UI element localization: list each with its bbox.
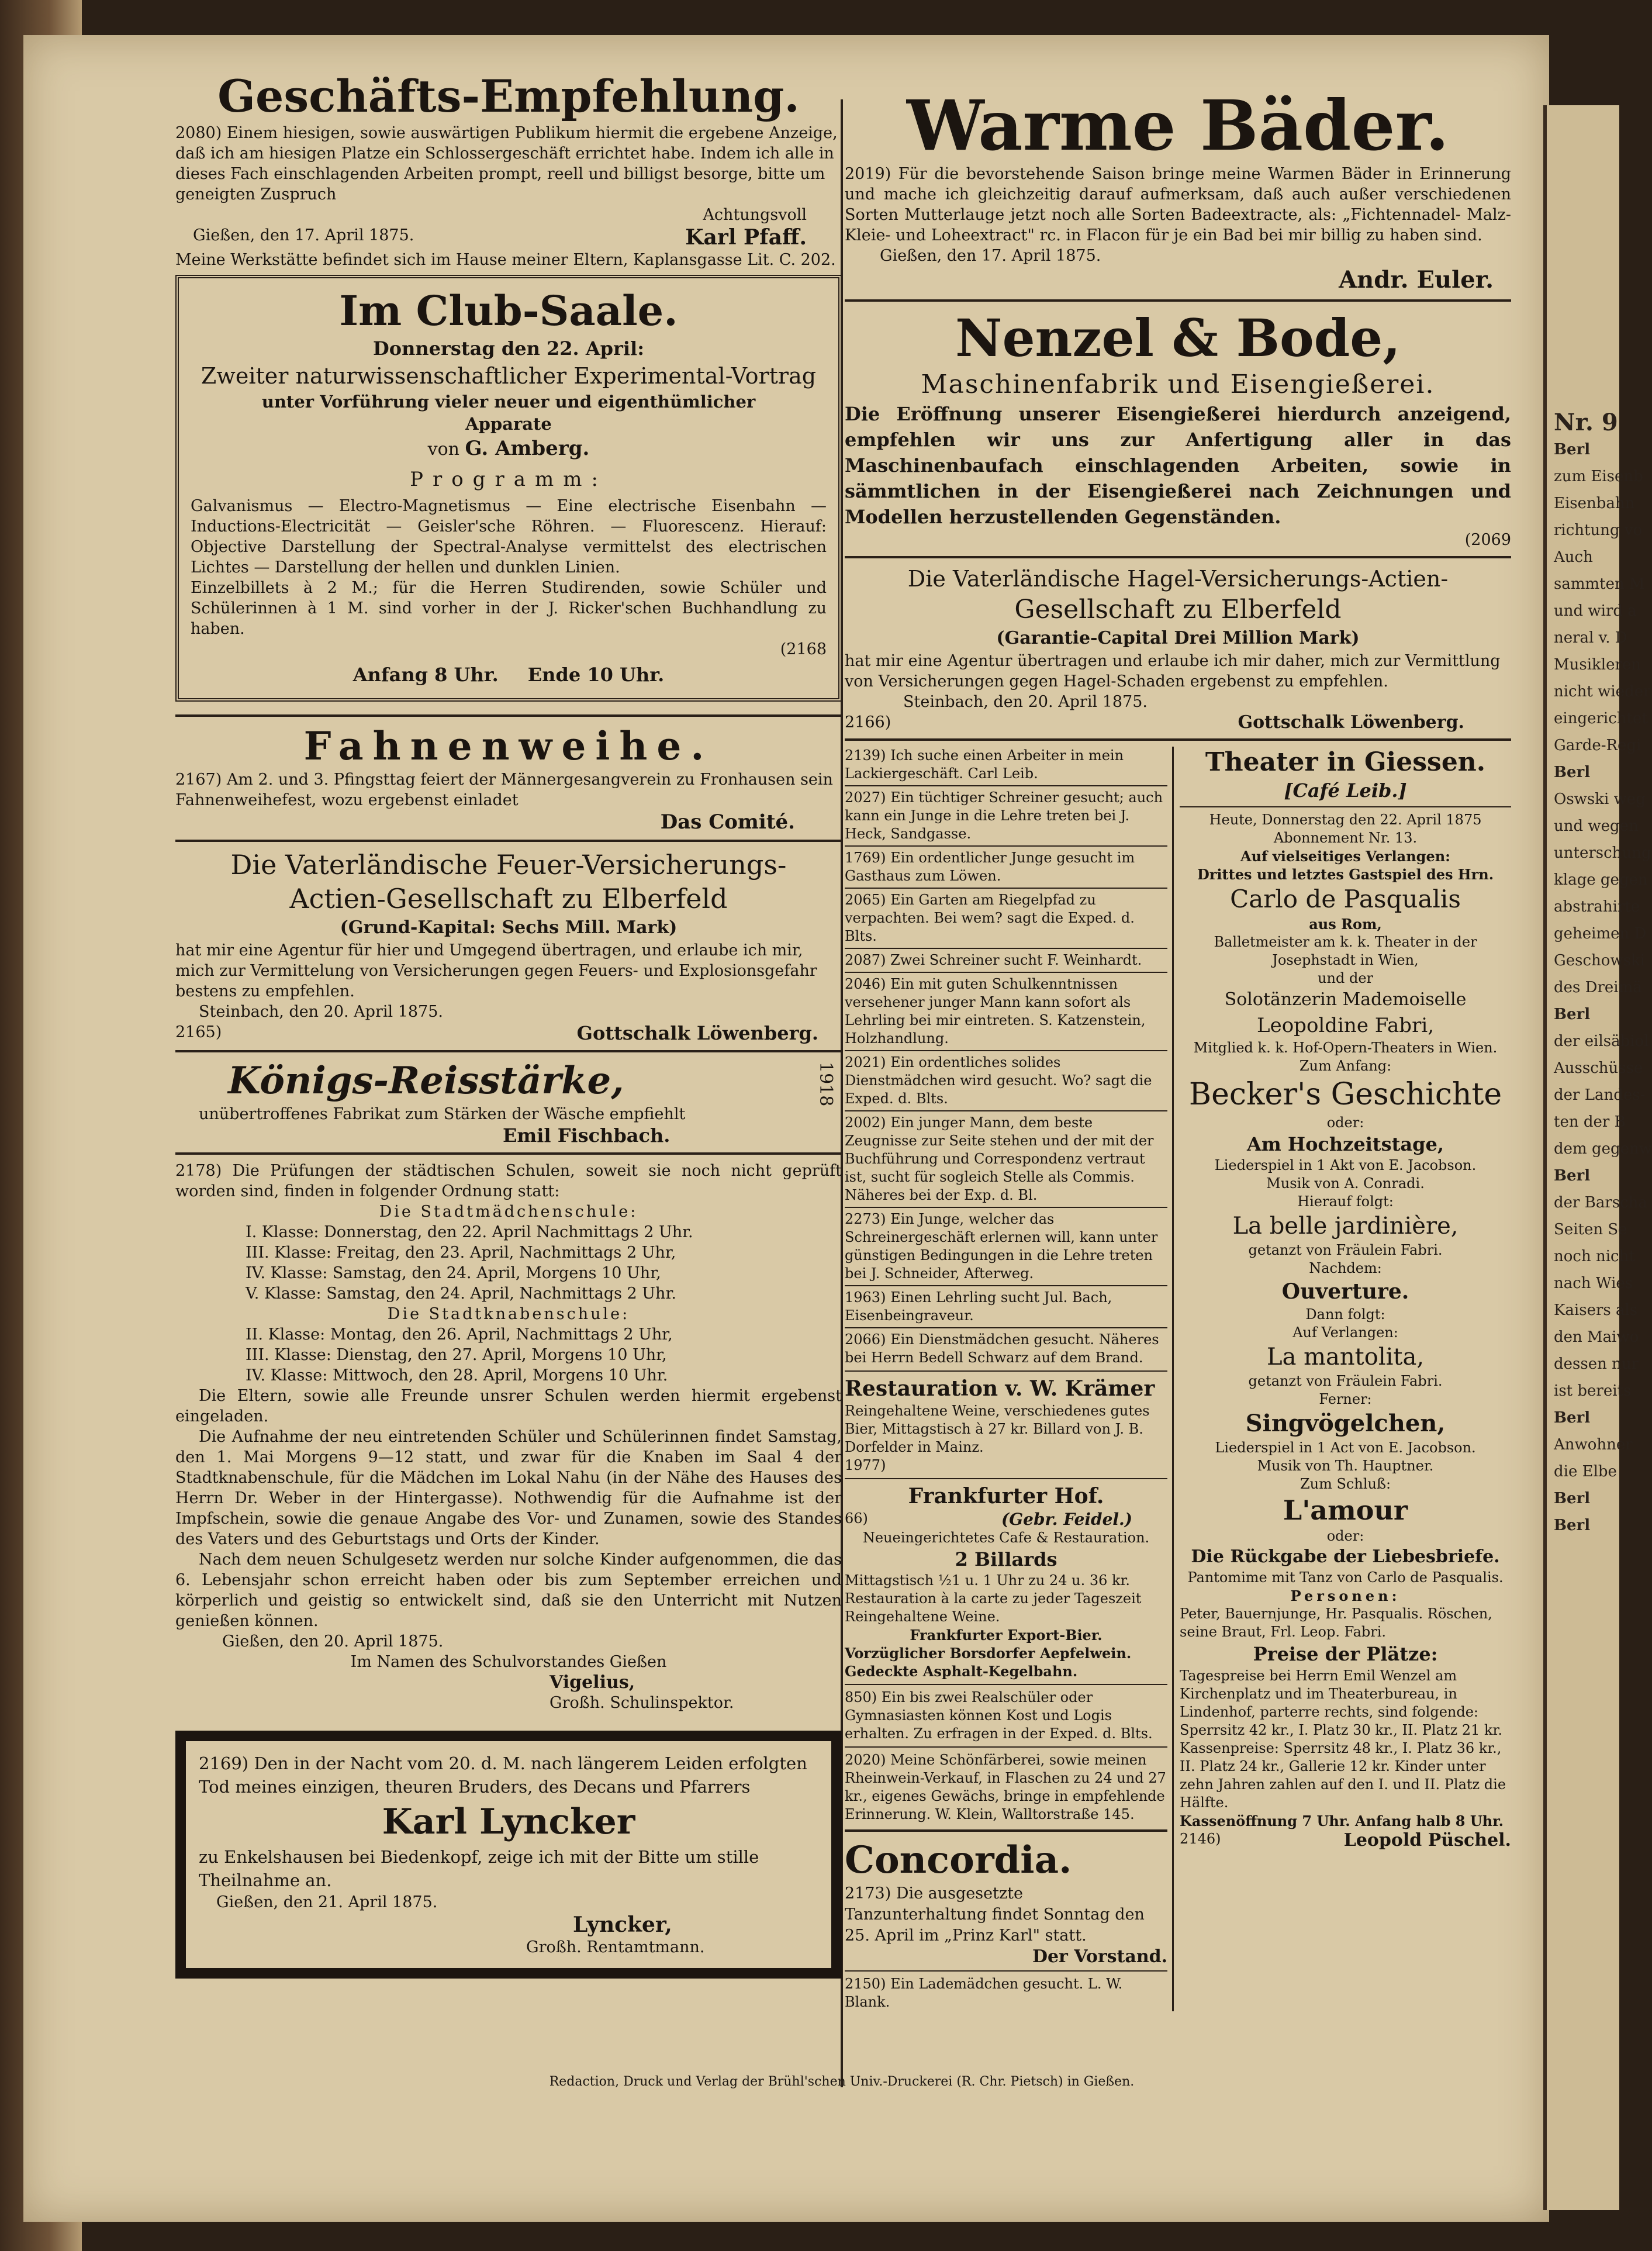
ad-heading: Die Stadtknabenschule: xyxy=(387,1305,630,1323)
ad-play-info: getanzt von Fräulein Fabri. xyxy=(1248,1373,1443,1389)
adjacent-text: Seiten Se xyxy=(1554,1221,1627,1238)
ad-title: Concordia. xyxy=(845,1838,1072,1882)
ad-speaker: G. Amberg. xyxy=(465,437,590,460)
adjacent-text: und wegen xyxy=(1554,817,1639,835)
ad-signer: Lyncker, xyxy=(573,1912,672,1937)
ad-play-title: Becker's Geschichte xyxy=(1188,1077,1502,1112)
divider xyxy=(175,1152,842,1155)
ad-play-title: Singvögelchen, xyxy=(1245,1410,1446,1437)
ad-signer-title: Großh. Rentamtmann. xyxy=(526,1938,705,1956)
divider xyxy=(845,1478,1167,1479)
classified-ad: 2066) Ein Dienstmädchen gesucht. Näheres bei Herrn Bedell Schwarz auf dem Brand. xyxy=(845,1331,1159,1366)
ad-venue: [Café Leib.] xyxy=(1284,779,1407,802)
ad-text: zu Enkelshausen bei Biedenkopf, zeige ich mit der Bitte um stille Theilnahme an. xyxy=(199,1847,759,1890)
ad-date: Steinbach, den 20. April 1875. xyxy=(903,693,1148,711)
ad-number: 2165) xyxy=(175,1023,222,1041)
ad-signer: Der Vorstand. xyxy=(1032,1946,1168,1967)
divider xyxy=(845,1050,1167,1051)
ad-program-label: Programm: xyxy=(410,468,607,491)
ad-from: aus Rom, xyxy=(1309,916,1382,933)
ad-date: Steinbach, den 20. April 1875. xyxy=(199,1003,443,1021)
ad-label: Dann folgt: xyxy=(1305,1306,1385,1323)
list-item: III. Klasse: Dienstag, den 27. April, Morgens 10 Uhr, xyxy=(246,1346,667,1364)
divider xyxy=(845,1829,1167,1832)
ad-title-line2: Actien-Gesellschaft zu Elberfeld xyxy=(289,883,728,914)
ad-start: Anfang 8 Uhr. xyxy=(352,664,499,686)
adjacent-text: Ausschüsse xyxy=(1554,1059,1643,1077)
adjacent-text: der eilsäbiol xyxy=(1554,1033,1649,1050)
ad-play-title: Ouverture. xyxy=(1281,1279,1409,1304)
list-item: IV. Klasse: Mittwoch, den 28. April, Morgens 10 Uhr. xyxy=(246,1366,668,1385)
adjacent-text: Eisenbahn xyxy=(1554,495,1635,512)
ad-label: Zum Schluß: xyxy=(1300,1476,1391,1492)
ad-date: Donnerstag den 22. April: xyxy=(372,337,645,360)
ad-title: Nenzel & Bode, xyxy=(955,308,1401,368)
ad-signer: Das Comité. xyxy=(660,810,795,834)
divider xyxy=(1180,806,1511,807)
ad-number: 2146) xyxy=(1180,1831,1221,1847)
ad-speaker-row xyxy=(191,435,827,463)
ad-signer-title: Großh. Schulinspektor. xyxy=(549,1694,734,1712)
list-item: IV. Klasse: Samstag, den 24. April, Morgens 10 Uhr, xyxy=(246,1264,661,1282)
ad-play-title: L'amour xyxy=(1283,1494,1408,1526)
ad-date: Gießen, den 17. April 1875. xyxy=(193,226,414,244)
ad-number: 66) xyxy=(845,1510,868,1527)
adjacent-text: ten der B xyxy=(1554,1113,1626,1131)
ad-end: Ende 10 Uhr. xyxy=(527,664,665,686)
adjacent-text: neral v. D xyxy=(1554,629,1627,647)
ad-sign-line: Im Namen des Schulvorstandes Gießen xyxy=(350,1653,667,1671)
ad-capital: (Garantie-Capital Drei Million Mark) xyxy=(996,628,1360,648)
ad-number: (2168 xyxy=(780,640,827,658)
ad-nenzel-bode xyxy=(845,308,1511,550)
ad-footer-row xyxy=(845,712,1511,733)
ad-text: 2169) Den in der Nacht vom 20. d. M. nach längerem Leiden erfolgten Tod meines einzigen, theuren Bruders, des Decans und Pfarrers xyxy=(199,1753,807,1797)
classified-ad: 2273) Ein Junge, welcher das Schreinergeschäft erlernen will, kann unter günstigen Bedingungen in die Lehre treten bei J. Schneider, Afterweg. xyxy=(845,1211,1158,1282)
divider xyxy=(845,1110,1167,1111)
ad-paragraph: Die Eltern, sowie alle Freunde unsrer Schulen werden hiermit ergebenst eingeladen. xyxy=(175,1387,842,1425)
adjacent-page-strip xyxy=(1543,105,1652,2210)
adjacent-text: der Barscha xyxy=(1554,1194,1647,1211)
ad-label: Hierauf folgt: xyxy=(1297,1193,1394,1210)
ad-label: oder: xyxy=(1326,1114,1364,1131)
ad-intro: 2178) Die Prüfungen der städtischen Schulen, soweit sie noch nicht geprüft worden sind, finden in folgender Ordnung statt: xyxy=(175,1162,842,1200)
adjacent-text: Berl xyxy=(1554,764,1591,781)
ad-body: Mittagstisch ½1 u. 1 Uhr zu 24 u. 36 kr. Restauration à la carte zu jeder Tageszeit Reingehaltene Weine. xyxy=(845,1572,1142,1625)
ad-bier: Frankfurter Export-Bier. xyxy=(910,1627,1103,1644)
list-item: V. Klasse: Samstag, den 24. April, Nachmittags 2 Uhr. xyxy=(246,1285,676,1303)
ad-title: Königs-Reisstärke, xyxy=(228,1059,624,1103)
divider xyxy=(845,1285,1167,1286)
ad-line: Neueingerichtetes Cafe & Restauration. xyxy=(862,1530,1150,1546)
ad-signer: Gottschalk Löwenberg. xyxy=(576,1022,818,1044)
ad-date: Gießen, den 20. April 1875. xyxy=(222,1632,444,1651)
ad-title: Warme Bäder. xyxy=(906,85,1450,166)
adjacent-text: sammten M xyxy=(1554,575,1645,593)
ad-body: 2173) Die ausgesetzte Tanzunterhaltung findet Sonntag den 25. April im „Prinz Karl" statt. xyxy=(845,1884,1145,1945)
classified-ad: 2065) Ein Garten am Riegelpfad zu verpachten. Bei wem? sagt die Exped. d. Blts. xyxy=(845,892,1135,944)
ad-play-info: getanzt von Fräulein Fabri. xyxy=(1248,1242,1443,1258)
ad-body: Reingehaltene Weine, verschiedenes gutes Bier, Mittagstisch à 27 kr. Billard von J. B. Dorfelder in Mainz. xyxy=(845,1403,1150,1455)
classified-ad: 2087) Zwei Schreiner sucht F. Weinhardt. xyxy=(845,952,1142,968)
ad-number: 2166) xyxy=(845,713,891,731)
classified-ad: 2002) Ein junger Mann, dem beste Zeugnisse zur Seite stehen und der mit der Buchführung und Correspondenz vertraut ist, sucht für sogleich Stelle als Commis. Näheres bei der Exp. d. Bl. xyxy=(845,1114,1154,1203)
divider xyxy=(845,1207,1167,1208)
ad-label: Zum Anfang: xyxy=(1299,1058,1392,1074)
adjacent-text: unterschung xyxy=(1554,844,1651,862)
ad-play-subtitle: Die Rückgabe der Liebesbriefe. xyxy=(1191,1546,1500,1567)
ad-tickets: Einzelbillets à 2 M.; für die Herren Studirenden, sowie Schüler und Schülerinnen à 1 M. sind vorher in der J. Ricker'schen Buchhandlung zu haben. xyxy=(191,579,827,638)
ad-signer: Leopold Püschel. xyxy=(1343,1830,1511,1850)
adjacent-text: Berl xyxy=(1554,1167,1591,1185)
divider xyxy=(845,1370,1167,1372)
ad-body: Die Eröffnung unserer Eisengießerei hierdurch anzeigend, empfehlen wir uns zur Anfertigung aller in das Maschinenbaufach einschlagenden Arbeiten, sowie in sämmtlichen in der Eisengießerei nach Zeichnungen und Modellen herzustellenden Gegenständen. xyxy=(845,403,1511,528)
ad-abo: Abonnement Nr. 13. xyxy=(1273,830,1418,846)
classified-ad: 2046) Ein mit guten Schulkenntnissen versehener junger Mann kann sofort als Lehrling bei mir eintreten. S. Katzenstein, Holzhandlung. xyxy=(845,976,1146,1047)
adjacent-text: dessen nur xyxy=(1554,1355,1639,1373)
ad-body: 2167) Am 2. und 3. Pfingsttag feiert der Männergesangverein zu Fronhausen sein Fahnenweihefest, wozu ergebenst einladet xyxy=(175,771,833,809)
ad-play-title: La belle jardinière, xyxy=(1232,1213,1459,1240)
ad-cash-prices: Kassenpreise: Sperrsitz 48 kr., I. Platz 36 kr., II. Platz 24 kr., Gallerie 12 kr. Kinder unter zehn Jahren zahlen auf den I. und II. Platz die Hälfte. xyxy=(1180,1740,1506,1811)
ad-play-info: Liederspiel in 1 Act von E. Jacobson. xyxy=(1215,1439,1476,1456)
ad-times xyxy=(191,660,827,690)
ad-play-title: La mantolita, xyxy=(1267,1344,1425,1370)
ad-title: Theater in Giessen. xyxy=(1205,747,1486,777)
ad-number: (2069 xyxy=(1464,531,1511,549)
divider xyxy=(845,738,1511,741)
ad-prices: Tagespreise bei Herrn Emil Wenzel am Kirchenplatz und im Theaterbureau, in Lindenhof, parterre rechts, sind folgende: Sperrsitz 42 kr., I. Platz 30 kr., II. Platz 21 kr. xyxy=(1180,1667,1503,1738)
ad-demand: Auf vielseitiges Verlangen: xyxy=(1240,848,1451,865)
ad-role: Balletmeister am k. k. Theater in der Josephstadt in Wien, xyxy=(1214,934,1477,968)
ad-body: 2019) Für die bevorstehende Saison bringe meine Warmen Bäder in Erinnerung und mache ich gleichzeitig darauf aufmerksam, daß auch außer verschiedenen Sorten Mutterlauge jetzt noch alle Sorten Badeextracte, als: „Fichtennadel- Malz- Kleie- und Loheextract" rc. in Flacon für je ein Bad bei mir billig zu haben sind. xyxy=(845,165,1511,244)
ad-by: von xyxy=(427,439,459,460)
ad-label: Ferner: xyxy=(1319,1391,1372,1407)
ad-date: Heute, Donnerstag den 22. April 1875 xyxy=(1209,812,1482,828)
classified-ad: 1769) Ein ordentlicher Junge gesucht im Gasthaus zum Löwen. xyxy=(845,850,1135,884)
ad-play-info: Pantomime mit Tanz von Carlo de Pasqualis. xyxy=(1187,1569,1504,1586)
ad-koenigs-reisstaerke xyxy=(175,1058,842,1147)
ad-name: Karl Lyncker xyxy=(382,1801,635,1842)
ad-label: Personen: xyxy=(1290,1587,1401,1604)
ad-date: Gießen, den 17. April 1875. xyxy=(880,247,1101,265)
classified-ad: 2139) Ich suche einen Arbeiter in mein Lackiergeschäft. Carl Leib. xyxy=(845,747,1124,782)
ad-dancer: Leopoldine Fabri, xyxy=(1257,1014,1435,1037)
ad-footer-row xyxy=(175,1022,842,1044)
ad-title: Fahnenweihe. xyxy=(303,723,714,769)
ad-gastspiel: Drittes und letztes Gastspiel des Hrn. xyxy=(1197,866,1494,883)
classified-ad: 1963) Einen Lehrling sucht Jul. Bach, Eisenbeingraveur. xyxy=(845,1289,1112,1324)
ad-footer-row xyxy=(1180,1830,1511,1850)
adjacent-text: nicht wieder xyxy=(1554,683,1651,700)
ad-opening: Kassenöffnung 7 Uhr. Anfang halb 8 Uhr. xyxy=(1180,1812,1504,1829)
ad-restauration-kraemer xyxy=(845,1375,1167,1475)
ad-paragraph: Die Aufnahme der neu eintretenden Schüler und Schülerinnen findet Samstag, den 1. Mai Morgens 9—12 statt, und zwar für die Knaben im Saal 4 der Stadtknabenschule, für die Mädchen im Lokal Nahu (in der Nähe des Hauses des Herrn Dr. Weber in der Hintergasse). Nothwendig für die Aufnahme ist der Impfschein, sowie die genaue Angabe des Vor- und Zunamen, sowie des Standes des Vaters und des Geburtstags und Orts der Kinder. xyxy=(175,1428,842,1548)
adjacent-text: Berl xyxy=(1554,1006,1591,1023)
ad-geschaeft xyxy=(175,70,842,270)
sub-column-right xyxy=(1174,747,1511,2011)
sub-columns xyxy=(845,747,1511,2011)
ad-title-line2: Gesellschaft zu Elberfeld xyxy=(1014,595,1342,624)
adjacent-text: Geschowski xyxy=(1554,952,1646,969)
adjacent-text: der Landes- xyxy=(1554,1086,1646,1104)
ad-hagel-versicherung xyxy=(845,564,1511,733)
adjacent-text: Berl xyxy=(1554,1490,1591,1507)
ad-warme-baeder xyxy=(845,85,1511,294)
adjacent-text: abstrahirte xyxy=(1554,898,1640,916)
ad-list xyxy=(175,1324,842,1386)
adjacent-text: dem gegenw xyxy=(1554,1140,1652,1158)
adjacent-text: Berl xyxy=(1554,1517,1591,1534)
ad-title-line1: Die Vaterländische Hagel-Versicherungs-Actien- xyxy=(907,566,1449,592)
ad-and: und der xyxy=(1318,970,1373,986)
ad-fahnenweihe xyxy=(175,723,842,834)
ad-subtitle-row xyxy=(845,1510,1167,1529)
adjacent-text: geheimen D xyxy=(1554,925,1647,942)
divider xyxy=(175,840,842,842)
adjacent-text: und wird a xyxy=(1554,602,1637,620)
ad-title-line1: Die Vaterländische Feuer-Versicherungs- xyxy=(230,849,787,881)
adjacent-text: Garde-Regi xyxy=(1554,737,1641,754)
list-item: III. Klasse: Freitag, den 23. April, Nachmittags 2 Uhr, xyxy=(246,1244,676,1262)
adjacent-text: Auch xyxy=(1554,548,1593,566)
classified-ad: 2027) Ein tüchtiger Schreiner gesucht; auch kann ein Junge in die Lehre treten bei J. Heck, Sandgasse. xyxy=(845,789,1163,842)
divider xyxy=(845,888,1167,889)
adjacent-text: Anwohner xyxy=(1554,1436,1633,1454)
adjacent-text: Musikleren xyxy=(1554,656,1641,674)
ad-program: Galvanismus — Electro-Magnetismus — Eine electrische Eisenbahn — Inductions-Electricität — Geisler'sche Röhren. — Fluorescenz. Hierauf: Objective Darstellung der Spectral-Analyse vermittelst des electrischen Lichtes — Darstellung der hellen und dunklen Linien. xyxy=(191,497,827,576)
ad-label: Nachdem: xyxy=(1309,1260,1382,1276)
ad-paragraph: Nach dem neuen Schulgesetz werden nur solche Kinder aufgenommen, die das 6. Lebensjahr schon erreicht haben oder bis zum September erreichen und körperlich und geistig so entwickelt sind, daß sie den Unterricht mit Nutzen genießen können. xyxy=(175,1551,842,1630)
classified-ad: 2150) Ein Lademädchen gesucht. L. W. Blank. xyxy=(845,1976,1123,2010)
divider xyxy=(845,1970,1167,1972)
ad-signer: Vigelius, xyxy=(549,1672,635,1693)
list-item: I. Klasse: Donnerstag, den 22. April Nachmittags 2 Uhr. xyxy=(246,1223,693,1241)
ad-title: Restauration v. W. Krämer xyxy=(845,1376,1155,1401)
divider xyxy=(845,948,1167,949)
ad-club-saale xyxy=(175,275,842,702)
divider xyxy=(845,785,1167,786)
divider xyxy=(845,845,1167,847)
adjacent-text: klage gegen xyxy=(1554,871,1648,889)
ad-signer: Gottschalk Löwenberg. xyxy=(1238,712,1464,733)
ad-kegelbahn: Gedeckte Asphalt-Kegelbahn. xyxy=(845,1663,1078,1680)
divider xyxy=(845,972,1167,973)
sub-column-left xyxy=(845,747,1174,2011)
ad-title: Geschäfts-Empfehlung. xyxy=(217,70,800,122)
ad-pruefungen xyxy=(175,1161,842,1713)
ad-feuer-versicherung xyxy=(175,848,842,1044)
ad-play-info: Musik von A. Conradi. xyxy=(1266,1175,1425,1192)
adjacent-text: zum Eisenb xyxy=(1554,468,1643,485)
ad-headline: Zweiter naturwissenschaftlicher Experimental-Vortrag xyxy=(201,363,817,389)
ad-artist: Carlo de Pasqualis xyxy=(1230,885,1461,913)
ad-apfelwein: Vorzüglicher Borsdorfer Aepfelwein. xyxy=(845,1645,1132,1662)
adjacent-text: die Elbe xyxy=(1554,1463,1617,1480)
adjacent-text: den Maiwo xyxy=(1554,1328,1639,1346)
ad-play-info: Liederspiel in 1 Akt von E. Jacobson. xyxy=(1214,1157,1477,1173)
ad-body: hat mir eine Agentur für hier und Umgegend übertragen, und erlaube ich mir, mich zur Vermittelung von Versicherungen gegen Feuers- und Explosionsgefahr bestens zu empfehlen. xyxy=(175,941,817,1000)
classified-ad: 850) Ein bis zwei Realschüler oder Gymnasiasten können Kost und Logis erhalten. Zu erfragen in der Exped. d. Blts. xyxy=(845,1689,1153,1742)
adjacent-text: Kaisers als xyxy=(1554,1301,1638,1319)
imprint-footer: Redaction, Druck und Verlag der Brühl'schen Univ.-Druckerei (R. Chr. Pietsch) in Gießen. xyxy=(549,2074,1135,2089)
divider xyxy=(845,299,1511,302)
ad-body: 2080) Einem hiesigen, sowie auswärtigen Publikum hiermit die ergebene Anzeige, daß ich am hiesigen Platze ein Schlossergeschäft errichtet habe. Indem ich alle in dieses Fach einschlagenden Arbeiten prompt, reell und billigst besorge, bitte um geneigten Zuspruch xyxy=(175,124,838,203)
ad-prices-title: Preise der Plätze: xyxy=(1253,1643,1438,1665)
ad-footer-row xyxy=(175,225,842,250)
ad-subline: unter Vorführung vieler neuer und eigenthümlicher Apparate xyxy=(261,392,756,434)
divider xyxy=(845,556,1511,558)
ad-signer: Emil Fischbach. xyxy=(503,1124,671,1147)
ad-billards: 2 Billards xyxy=(955,1548,1057,1570)
classified-ad: 2021) Ein ordentliches solides Dienstmädchen wird gesucht. Wo? sagt die Exped. d. Blts. xyxy=(845,1054,1152,1107)
ad-label: Auf Verlangen: xyxy=(1292,1324,1398,1341)
adjacent-text: Berl xyxy=(1554,1409,1591,1427)
ad-todesanzeige xyxy=(175,1731,842,1979)
divider xyxy=(845,1746,1167,1748)
adjacent-text: richtung vo xyxy=(1554,522,1643,539)
ad-signer: Andr. Euler. xyxy=(1339,266,1494,294)
ad-number: 1977) xyxy=(845,1457,886,1473)
ad-body: unübertroffenes Fabrikat zum Stärken der Wäsche empfiehlt xyxy=(199,1105,686,1123)
ad-date: Gießen, den 21. April 1875. xyxy=(216,1893,438,1911)
ad-frankfurter-hof xyxy=(845,1483,1167,1680)
ad-theater xyxy=(1180,747,1511,1850)
ad-capital: (Grund-Kapital: Sechs Mill. Mark) xyxy=(340,917,678,938)
ad-subtitle: (Gebr. Feidel.) xyxy=(1001,1510,1133,1529)
classified-ad: 2020) Meine Schönfärberei, sowie meinen Rheinwein-Verkauf, in Flaschen zu 24 und 27 kr., eigenes Gewächs, bringe in empfehlende Erinnerung. W. Klein, Walltorstraße 145. xyxy=(845,1752,1166,1822)
divider xyxy=(175,1050,842,1052)
adjacent-text: ist bereits xyxy=(1554,1382,1632,1400)
ad-title: Im Club-Saale. xyxy=(339,286,678,335)
ad-list xyxy=(175,1222,842,1304)
list-item: II. Klasse: Montag, den 26. April, Nachmittags 2 Uhr, xyxy=(246,1325,673,1344)
divider xyxy=(845,1327,1167,1328)
ad-regards: Achtungsvoll xyxy=(703,206,807,224)
ad-title: Frankfurter Hof. xyxy=(908,1484,1104,1508)
ad-play-info: Musik von Th. Hauptner. xyxy=(1257,1458,1434,1474)
ad-note: Meine Werkstätte befindet sich im Hause meiner Eltern, Kaplansgasse Lit. C. 202. xyxy=(175,251,836,269)
ad-cast: Peter, Bauernjunge, Hr. Pasqualis. Röschen, seine Braut, Frl. Leop. Fabri. xyxy=(1180,1606,1492,1640)
adjacent-text: nach Wies xyxy=(1554,1275,1633,1292)
column-right xyxy=(845,85,1511,2011)
ad-heading: Die Stadtmädchenschule: xyxy=(379,1203,638,1221)
divider xyxy=(175,714,842,717)
adjacent-text: des Dreimä xyxy=(1554,979,1642,996)
adjacent-text: Berl xyxy=(1554,441,1591,458)
ad-concordia xyxy=(845,1838,1167,1967)
ad-member: Mitglied k. k. Hof-Opern-Theaters in Wien. xyxy=(1193,1040,1498,1056)
adjacent-text: Oswski weg xyxy=(1554,790,1646,808)
ad-side-number: 1918 xyxy=(815,1062,836,1107)
ad-solo: Solotänzerin Mademoiselle xyxy=(1224,989,1467,1010)
column-left xyxy=(175,70,842,1979)
ad-body: hat mir eine Agentur übertragen und erlaube ich mir daher, mich zur Vermittlung von Versicherungen gegen Hagel-Schaden ergebenst zu empfehlen. xyxy=(845,652,1501,691)
ad-label: oder: xyxy=(1326,1528,1364,1544)
adjacent-text: Nr. 9 xyxy=(1554,409,1618,436)
adjacent-text: noch nicht xyxy=(1554,1248,1635,1265)
adjacent-text: eingerichtet xyxy=(1554,710,1648,727)
divider xyxy=(845,1684,1167,1685)
ad-play-subtitle: Am Hochzeitstage, xyxy=(1247,1133,1444,1155)
ad-signer: Karl Pfaff. xyxy=(685,225,807,250)
ad-subtitle: Maschinenfabrik und Eisengießerei. xyxy=(921,370,1435,399)
